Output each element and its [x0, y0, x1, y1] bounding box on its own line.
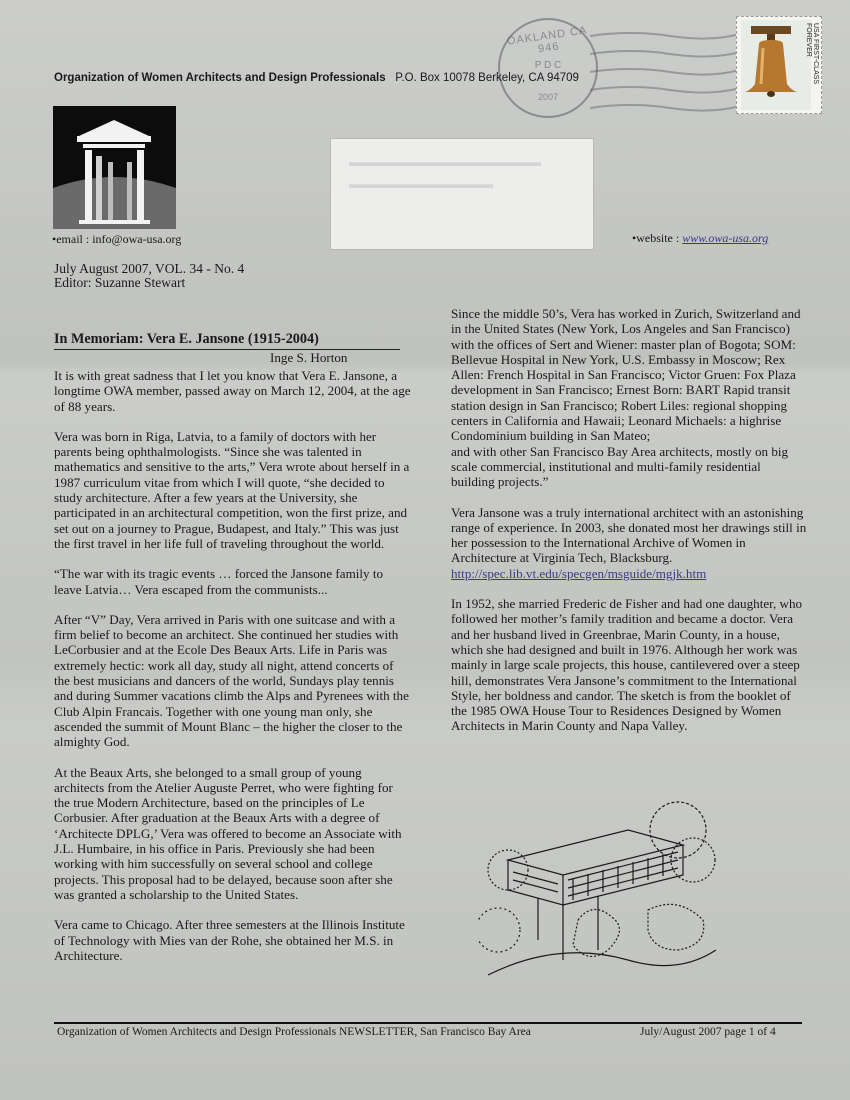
window-ghost-line: ▬▬▬▬▬▬▬▬▬▬▬▬▬▬▬▬ — [349, 155, 541, 169]
footer-page-number: July/August 2007 page 1 of 4 — [640, 1026, 776, 1038]
window-ghost-line: ▬▬▬▬▬▬▬▬▬▬▬▬ — [349, 177, 493, 191]
postmark — [498, 18, 598, 118]
issue-editor: Editor: Suzanne Stewart — [54, 275, 186, 290]
temple-logo-icon — [53, 106, 176, 229]
organization-address: P.O. Box 10078 Berkeley, CA 94709 — [395, 72, 579, 84]
article-left-column — [54, 368, 412, 978]
article-paragraph: At the Beaux Arts, she belonged to a small group of young architects from the Atelier Auguste Perret, who were fighting for the true Modern Architecture, based on the principles of Le Corbusier. After graduation at the Beaux Arts with a degree of ‘Architecte DPLG,’ Vera was offered to become an Associate with J.L. Humbaire, in his office in Paris. Previously she had been working with him successfully on several school and college projects. This proposal had to be delayed, because soon after she was granted a scholarship to the United States. — [54, 764, 402, 902]
cancellation-lines — [590, 28, 740, 118]
archive-paragraph-text: Vera Jansone was a truly international architect with an astonishing range of experience. In 2003, she donated most her drawings still in her possession to the International Archive of Women in Architecture at Virginia Tech, Blacksburg. — [451, 504, 807, 566]
article-paragraph: After “V” Day, Vera arrived in Paris with one suitcase and with a firm belief to become an architect. She continued her studies with LeCorbusier and at the Ecole Des Beaux Arts. Life in Paris was extremely hectic: work all day, study all night, attend concerts of the best musicians and dancers of the world, Sundays play tennis and during Summer vacations climb the Alps and Pyrenees with the Club Alpin Francais. Together with one young man only, she ascended the summit of Mount Blanc – the higher the closer to the almighty God. — [54, 611, 409, 750]
email-contact: •email : info@owa-usa.org — [52, 232, 182, 246]
postmark-city: OAKLAND CA 946 — [506, 24, 589, 56]
article-paragraph: In 1952, she married Frederic de Fisher and had one daughter, who followed her mother’s family tradition and became a doctor. Vera and her husband lived in Greenbrae, Marin County, in a house, which she had designed and built in 1976. Although her work was mainly in large scale projects, this house, cantilevered over a steep hill, demonstrates Vera Jansone’s commitment to the International Style, her boldness and candor. The sketch is from the booklet of the 1985 OWA House Tour to Residences Designed by Women Architects in Marin County and Napa Valley. — [451, 596, 803, 734]
stamp-text: USA FIRST-CLASS FOREVER — [805, 23, 819, 85]
article-paragraph: and with other San Francisco Bay Area architects, mostly on big scale commercial, institutional and multi-family residential building projects.” — [451, 443, 789, 490]
article-paragraph: Vera came to Chicago. After three semesters at the Illinois Institute of Technology with Mies van der Rohe, she obtained her M.S. in Architecture. — [54, 917, 405, 963]
organization-name: Organization of Women Architects and Design Professionals — [54, 72, 386, 84]
owa-logo — [53, 106, 176, 229]
postmark-middle: P D C — [534, 60, 562, 71]
house-sketch-illustration — [478, 800, 718, 984]
article-paragraph — [451, 505, 807, 581]
liberty-bell-icon — [741, 20, 811, 110]
footer-rule — [54, 1022, 802, 1024]
envelope-window — [330, 138, 594, 250]
postage-stamp — [736, 16, 822, 114]
website-link[interactable]: www.owa-usa.org — [682, 231, 769, 245]
website-contact — [632, 231, 768, 246]
article-paragraph: Since the middle 50’s, Vera has worked in Zurich, Switzerland and in the United States (New York, Los Angeles and San Francisco) with the offices of Sert and Wiener: master plan of Bogota; SOM: Bellevue Hospital in New York, U.S. Embassy in Moscow; Rex Allen: French Hospital in San Francisco; Victor Gruen: Fox Plaza development in San Francisco; Ernest Born: BART Rapid transit station design in San Francisco; Robert Liles: regional shopping centers in California and Hawaii; Leonard Michaels: a highrise Condominium building in San Mateo; — [451, 306, 801, 444]
footer-organization: Organization of Women Architects and Design Professionals NEWSLETTER, San Francisco Bay Area — [57, 1026, 531, 1038]
article-title: In Memoriam: Vera E. Jansone (1915-2004) — [54, 331, 400, 350]
article-right-column — [451, 306, 807, 749]
organization-header — [54, 72, 579, 84]
website-label: •website : — [632, 231, 683, 245]
issue-date-volume: July August 2007, VOL. 34 - No. 4 — [54, 261, 245, 276]
archive-link[interactable]: http://spec.lib.vt.edu/specgen/msguide/mgjk.htm — [451, 565, 707, 581]
article-paragraph: Vera was born in Riga, Latvia, to a family of doctors with her parents being ophthalmologists. “Since she was talented in mathematics and sensitive to the arts,” Vera wrote about herself in a 1987 curriculum vitae from which I will quote, “she decided to study architecture. After a few years at the University, she participated in an architectural competition, won the first prize, and set out on a journey to Prague, Budapest, and Italy.” This was just the first travel in her life full of traveling throughout the world. — [54, 428, 410, 551]
postmark-bottom: 2007 — [537, 92, 559, 102]
article-paragraph: “The war with its tragic events … forced the Jansone family to leave Latvia… Vera escaped from the communists... — [54, 566, 384, 597]
article-paragraph: It is with great sadness that I let you know that Vera E. Jansone, a longtime OWA member, passed away on March 12, 2004, at the age of 88 years. — [54, 368, 411, 414]
article-author: Inge S. Horton — [270, 350, 348, 365]
issue-info — [54, 262, 244, 290]
